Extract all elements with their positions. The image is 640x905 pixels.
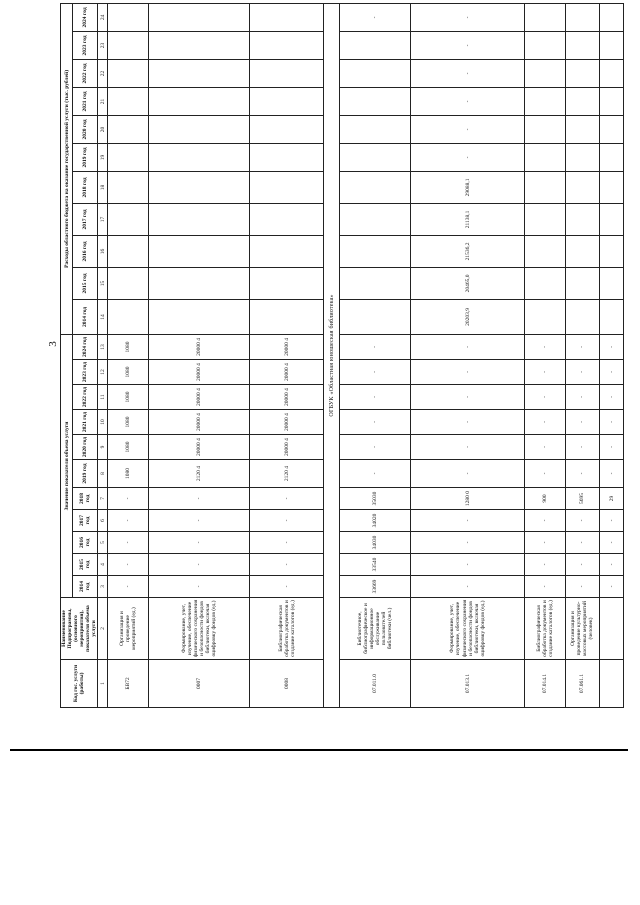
- header-budget-year: 2019 год: [73, 143, 98, 171]
- volume-value: 1080: [108, 334, 149, 359]
- volume-value: -: [340, 435, 410, 460]
- service-code: 0007: [148, 660, 249, 708]
- service-name: Библиографическая обработка документов и создание каталогов (ед.): [525, 598, 566, 660]
- volume-value: -: [599, 360, 623, 385]
- header-budget-year: 2018 год: [73, 171, 98, 203]
- volume-value: -: [525, 334, 566, 359]
- volume-value: -: [599, 334, 623, 359]
- volume-value: -: [565, 460, 599, 488]
- column-number: 5: [98, 532, 108, 554]
- header-volume-year: 2014 год: [73, 576, 98, 598]
- budget-value: [148, 87, 249, 115]
- budget-value: [148, 203, 249, 235]
- budget-value: [108, 115, 149, 143]
- volume-value: -: [525, 435, 566, 460]
- service-code: 07.061.1: [565, 660, 599, 708]
- budget-value: [565, 143, 599, 171]
- volume-value: 20000 4: [250, 360, 324, 385]
- budget-value: [565, 59, 599, 87]
- budget-value: [340, 267, 410, 299]
- volume-value: -: [148, 510, 249, 532]
- budget-value: [108, 87, 149, 115]
- volume-value: -: [108, 576, 149, 598]
- budget-value: 20203,9: [410, 299, 525, 334]
- header-volume-year: 2015 год: [73, 554, 98, 576]
- service-name: Формирование, учет, изучение, обеспечение физического сохранения и безопасности фондов библиотеки, включая оцифровку фондов (ед.): [148, 598, 249, 660]
- page-number: 3: [46, 341, 59, 347]
- table-row: [250, 3, 324, 707]
- volume-value: -: [525, 410, 566, 435]
- budget-value: [108, 31, 149, 59]
- service-name: Организация и проведение мероприятий (ед.): [108, 598, 149, 660]
- volume-value: -: [565, 334, 599, 359]
- volume-value: -: [340, 460, 410, 488]
- budget-value: [108, 299, 149, 334]
- budget-value: [525, 143, 566, 171]
- volume-value: 20000 4: [148, 410, 249, 435]
- volume-value: -: [525, 360, 566, 385]
- volume-value: -: [250, 532, 324, 554]
- table-row: [565, 3, 599, 707]
- budget-value: [340, 235, 410, 267]
- service-code: [599, 660, 623, 708]
- volume-value: -: [565, 576, 599, 598]
- volume-value: 20000 4: [250, 334, 324, 359]
- budget-value: [108, 203, 149, 235]
- budget-value: [599, 143, 623, 171]
- column-number: 17: [98, 203, 108, 235]
- header-budget-year: 2020 год: [73, 115, 98, 143]
- budget-value: [565, 115, 599, 143]
- service-code: 07.013.1: [410, 660, 525, 708]
- volume-value: 1080: [108, 460, 149, 488]
- volume-value: 35030: [340, 488, 410, 510]
- volume-value: -: [599, 435, 623, 460]
- budget-value: [148, 235, 249, 267]
- budget-value: [599, 3, 623, 31]
- budget-value: [565, 203, 599, 235]
- column-number: 18: [98, 171, 108, 203]
- column-number: 3: [98, 576, 108, 598]
- budget-value: -: [410, 31, 525, 59]
- volume-value: -: [525, 554, 566, 576]
- volume-value: -: [599, 576, 623, 598]
- header-budget-year: 2015 год: [73, 267, 98, 299]
- service-name: Библиографическая обработка документов и создание каталогов (ед.): [250, 598, 324, 660]
- volume-value: -: [410, 460, 525, 488]
- budget-value: [250, 115, 324, 143]
- column-number: 13: [98, 334, 108, 359]
- volume-value: 34030: [340, 532, 410, 554]
- budget-value: [340, 171, 410, 203]
- volume-value: -: [599, 460, 623, 488]
- column-number: 22: [98, 59, 108, 87]
- budget-value: -: [340, 3, 410, 31]
- volume-value: 20000 4: [250, 410, 324, 435]
- budget-value: [250, 267, 324, 299]
- service-name: Организация и проведение культурно-массовых мероприятий (человек): [565, 598, 599, 660]
- budget-value: [250, 59, 324, 87]
- header-code: Код гос. услуги (работы): [61, 660, 98, 708]
- budget-value: [599, 203, 623, 235]
- budget-value: [148, 267, 249, 299]
- budget-value: [525, 171, 566, 203]
- column-number: 14: [98, 299, 108, 334]
- budget-value: [565, 299, 599, 334]
- table-row: [108, 3, 149, 707]
- header-budget-year: 2014 год: [73, 299, 98, 334]
- volume-value: -: [108, 532, 149, 554]
- budget-value: [340, 87, 410, 115]
- volume-value: -: [410, 554, 525, 576]
- volume-value: 20000 4: [148, 435, 249, 460]
- header-volume-year: 2023 год: [73, 360, 98, 385]
- service-name: Формирование, учет, изучение, обеспечение физического сохранения и безопасности фондов библиотеки, включая оцифровку фондов (ед.): [410, 598, 525, 660]
- column-number: 21: [98, 87, 108, 115]
- volume-value: 1080: [108, 385, 149, 410]
- organization-row: [324, 3, 340, 707]
- volume-value: -: [250, 510, 324, 532]
- volume-value: -: [599, 554, 623, 576]
- budget-value: [525, 59, 566, 87]
- column-number: 8: [98, 460, 108, 488]
- budget-value: [250, 171, 324, 203]
- header-volume-year: 2016 год: [73, 532, 98, 554]
- budget-value: [340, 115, 410, 143]
- column-number: 10: [98, 410, 108, 435]
- budget-value: [148, 143, 249, 171]
- header-budget-year: 2022 год: [73, 59, 98, 87]
- volume-value: -: [340, 385, 410, 410]
- volume-value: -: [148, 488, 249, 510]
- volume-value: -: [410, 435, 525, 460]
- budget-value: [250, 299, 324, 334]
- table-row: [340, 3, 410, 707]
- header-volume-year: 2020 год: [73, 435, 98, 460]
- budget-value: [525, 115, 566, 143]
- budget-value: [148, 31, 249, 59]
- column-number: 4: [98, 554, 108, 576]
- header-budget-year: 2017 год: [73, 203, 98, 235]
- budget-value: [108, 3, 149, 31]
- header-volume-year: 2021 год: [73, 410, 98, 435]
- volume-value: 20000 4: [148, 385, 249, 410]
- budget-value: [525, 267, 566, 299]
- volume-value: -: [410, 510, 525, 532]
- volume-value: -: [250, 576, 324, 598]
- volume-value: 2120 4: [148, 460, 249, 488]
- budget-value: [148, 59, 249, 87]
- budget-value: [340, 203, 410, 235]
- header-volume-year: 2024 год: [73, 334, 98, 359]
- budget-value: [525, 3, 566, 31]
- budget-value: [525, 203, 566, 235]
- volume-value: -: [108, 510, 149, 532]
- volume-value: -: [599, 510, 623, 532]
- volume-value: 29: [599, 488, 623, 510]
- column-number: 15: [98, 267, 108, 299]
- header-budget-group: Расходы областного бюджета на оказание государственной услуги (тыс. рублей): [61, 3, 73, 334]
- table-row: [599, 3, 623, 707]
- budget-value: [599, 235, 623, 267]
- volume-value: -: [410, 576, 525, 598]
- budget-value: [340, 143, 410, 171]
- organization-name: ОГБУК «Областная юношеская библиотека»: [324, 3, 340, 707]
- volume-value: -: [565, 410, 599, 435]
- volume-value: -: [565, 554, 599, 576]
- volume-value: 5695: [565, 488, 599, 510]
- volume-value: -: [525, 510, 566, 532]
- volume-value: -: [148, 576, 249, 598]
- budget-value: 20465,0: [410, 267, 525, 299]
- volume-value: 1280 0: [410, 488, 525, 510]
- volume-value: -: [148, 532, 249, 554]
- volume-value: -: [565, 385, 599, 410]
- service-code: БВ72: [108, 660, 149, 708]
- budget-value: -: [410, 87, 525, 115]
- volume-value: 1080: [108, 360, 149, 385]
- column-number: 19: [98, 143, 108, 171]
- budget-value: 29088,1: [410, 171, 525, 203]
- volume-value: -: [108, 488, 149, 510]
- table-row: [148, 3, 249, 707]
- budget-value: -: [410, 143, 525, 171]
- budget-value: [250, 203, 324, 235]
- budget-value: [599, 115, 623, 143]
- table-row: [525, 3, 566, 707]
- volume-value: -: [410, 385, 525, 410]
- budget-value: [599, 59, 623, 87]
- volume-value: -: [340, 334, 410, 359]
- budget-value: -: [410, 3, 525, 31]
- budget-value: [525, 235, 566, 267]
- volume-value: 900: [525, 488, 566, 510]
- volume-value: 34020: [340, 510, 410, 532]
- service-name: Библиотечное, библиографическое и информационное обслуживание пользователей библиотеки (чел.): [340, 598, 410, 660]
- volume-value: -: [108, 554, 149, 576]
- budget-value: [525, 87, 566, 115]
- budget-value: [525, 299, 566, 334]
- budget-value: [108, 267, 149, 299]
- column-number: 2: [98, 598, 108, 660]
- column-number: 9: [98, 435, 108, 460]
- volume-value: -: [340, 410, 410, 435]
- budget-value: [148, 115, 249, 143]
- budget-value: [148, 299, 249, 334]
- budget-value: [599, 267, 623, 299]
- volume-value: 20000 4: [250, 385, 324, 410]
- service-code: 0008: [250, 660, 324, 708]
- volume-value: -: [410, 334, 525, 359]
- budget-value: [565, 3, 599, 31]
- header-volume-group: Значение показателя объема услуги: [61, 334, 73, 597]
- table-row: [410, 3, 525, 707]
- budget-value: [340, 59, 410, 87]
- volume-value: -: [565, 532, 599, 554]
- volume-value: -: [599, 385, 623, 410]
- budget-value: [340, 31, 410, 59]
- volume-value: 2120 4: [250, 460, 324, 488]
- volume-value: -: [410, 410, 525, 435]
- column-number: 16: [98, 235, 108, 267]
- budget-value: [565, 171, 599, 203]
- budget-value: -: [410, 115, 525, 143]
- budget-value: 21536,2: [410, 235, 525, 267]
- header-budget-year: 2021 год: [73, 87, 98, 115]
- budget-value: [148, 3, 249, 31]
- volume-value: -: [410, 532, 525, 554]
- volume-value: -: [250, 554, 324, 576]
- header-volume-year: 2018 год: [73, 488, 98, 510]
- volume-value: -: [565, 510, 599, 532]
- column-number: 7: [98, 488, 108, 510]
- volume-value: -: [525, 460, 566, 488]
- budget-value: [565, 235, 599, 267]
- budget-value: [565, 267, 599, 299]
- volume-value: -: [599, 532, 623, 554]
- volume-value: 20000 4: [250, 435, 324, 460]
- volume-value: -: [525, 532, 566, 554]
- volume-value: -: [340, 360, 410, 385]
- budget-value: [108, 59, 149, 87]
- volume-value: -: [410, 360, 525, 385]
- volume-value: 33540: [340, 554, 410, 576]
- service-name: [599, 598, 623, 660]
- column-number: 6: [98, 510, 108, 532]
- header-budget-year: 2024 год: [73, 3, 98, 31]
- volume-value: -: [525, 576, 566, 598]
- column-number: 1: [98, 660, 108, 708]
- header-volume-year: 2022 год: [73, 385, 98, 410]
- budget-value: [108, 143, 149, 171]
- budget-value: [250, 31, 324, 59]
- budget-value: [599, 87, 623, 115]
- budget-value: -: [410, 59, 525, 87]
- service-code: 07.011.0: [340, 660, 410, 708]
- volume-value: -: [565, 435, 599, 460]
- column-number: 23: [98, 31, 108, 59]
- budget-value: [599, 31, 623, 59]
- header-budget-year: 2023 год: [73, 31, 98, 59]
- volume-value: -: [525, 385, 566, 410]
- volume-value: -: [250, 488, 324, 510]
- header-name: Наименование Подпрограммы, (основного мероприятия), показателя объема услуги: [61, 598, 98, 660]
- volume-value: 33669: [340, 576, 410, 598]
- header-volume-year: 2017 год: [73, 510, 98, 532]
- volume-value: 1080: [108, 410, 149, 435]
- column-number: 20: [98, 115, 108, 143]
- page-separator-line: [10, 749, 628, 751]
- column-number: 12: [98, 360, 108, 385]
- service-code: 07.014.1: [525, 660, 566, 708]
- budget-table-wrapper: [60, 3, 620, 708]
- budget-value: [108, 171, 149, 203]
- header-volume-year: 2019 год: [73, 460, 98, 488]
- budget-value: [250, 87, 324, 115]
- column-number: 24: [98, 3, 108, 31]
- header-budget-year: 2016 год: [73, 235, 98, 267]
- budget-value: [108, 235, 149, 267]
- budget-value: [340, 299, 410, 334]
- volume-value: -: [599, 410, 623, 435]
- budget-value: [565, 87, 599, 115]
- budget-value: [599, 171, 623, 203]
- budget-value: [565, 31, 599, 59]
- budget-value: [148, 171, 249, 203]
- volume-value: 1080: [108, 435, 149, 460]
- budget-value: [250, 3, 324, 31]
- column-number: 11: [98, 385, 108, 410]
- volume-value: 20000 4: [148, 334, 249, 359]
- budget-value: [250, 143, 324, 171]
- services-budget-table: [60, 3, 624, 708]
- budget-value: [250, 235, 324, 267]
- budget-value: [599, 299, 623, 334]
- budget-value: [525, 31, 566, 59]
- budget-value: 21138,1: [410, 203, 525, 235]
- volume-value: -: [148, 554, 249, 576]
- volume-value: -: [565, 360, 599, 385]
- volume-value: 20000 4: [148, 360, 249, 385]
